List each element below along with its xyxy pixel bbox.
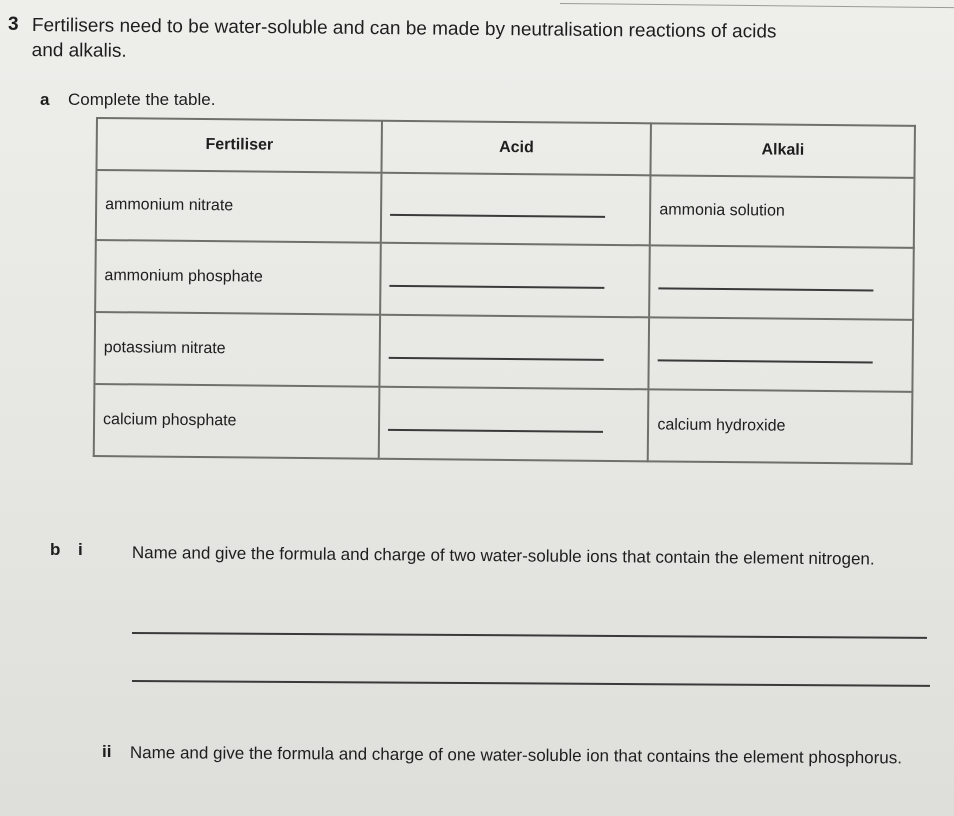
table-header-row bbox=[96, 118, 914, 178]
answer-blank[interactable] bbox=[659, 287, 874, 291]
part-a-text: Complete the table. bbox=[68, 90, 216, 109]
part-b-ii-question: Name and give the formula and charge of one water-soluble ion that contains the element phosphorus. bbox=[129, 742, 903, 768]
cell-fertiliser: potassium nitrate bbox=[94, 312, 380, 387]
cell-acid-answer[interactable] bbox=[381, 173, 651, 246]
cell-alkali-answer[interactable] bbox=[649, 317, 913, 392]
cell-fertiliser: calcium phosphate bbox=[94, 384, 380, 459]
answer-blank[interactable] bbox=[389, 356, 604, 360]
answer-line[interactable] bbox=[132, 680, 930, 687]
header-fertiliser: Fertiliser bbox=[96, 118, 382, 173]
fertiliser-table bbox=[93, 117, 916, 465]
table-row bbox=[94, 312, 913, 392]
part-b-ii-numeral: ii bbox=[102, 742, 112, 761]
answer-blank[interactable] bbox=[390, 213, 605, 217]
answer-blank[interactable] bbox=[388, 428, 603, 432]
cell-acid-answer[interactable] bbox=[379, 387, 649, 462]
cell-acid-answer[interactable] bbox=[380, 315, 650, 390]
answer-blank[interactable] bbox=[390, 284, 605, 288]
question-stem: Fertilisers need to be water-soluble and can be made by neutralisation reactions of acids and alkalis. bbox=[31, 14, 777, 62]
cell-alkali-answer[interactable] bbox=[649, 245, 913, 320]
table-row bbox=[96, 170, 915, 248]
cell-acid-answer[interactable] bbox=[380, 243, 650, 318]
part-a-letter: a bbox=[40, 90, 50, 109]
cell-alkali: ammonia solution bbox=[650, 175, 914, 248]
question-number: 3 bbox=[8, 14, 19, 35]
table-row bbox=[95, 240, 914, 320]
header-acid: Acid bbox=[382, 121, 652, 176]
cell-alkali: calcium hydroxide bbox=[648, 389, 912, 464]
part-b-letter: b bbox=[50, 540, 61, 559]
part-b-i-numeral: i bbox=[78, 540, 83, 559]
table-row bbox=[94, 384, 913, 464]
part-b-i-question: Name and give the formula and charge of two water-soluble ions that contain the element nitrogen. bbox=[131, 542, 875, 569]
answer-line[interactable] bbox=[132, 632, 927, 639]
cell-fertiliser: ammonium phosphate bbox=[95, 240, 381, 315]
fertiliser-table-wrapper bbox=[93, 117, 918, 483]
answer-blank[interactable] bbox=[658, 359, 873, 363]
header-alkali: Alkali bbox=[651, 123, 915, 178]
top-rule bbox=[560, 3, 954, 8]
cell-fertiliser: ammonium nitrate bbox=[96, 170, 382, 243]
part-a-instruction bbox=[40, 90, 215, 110]
